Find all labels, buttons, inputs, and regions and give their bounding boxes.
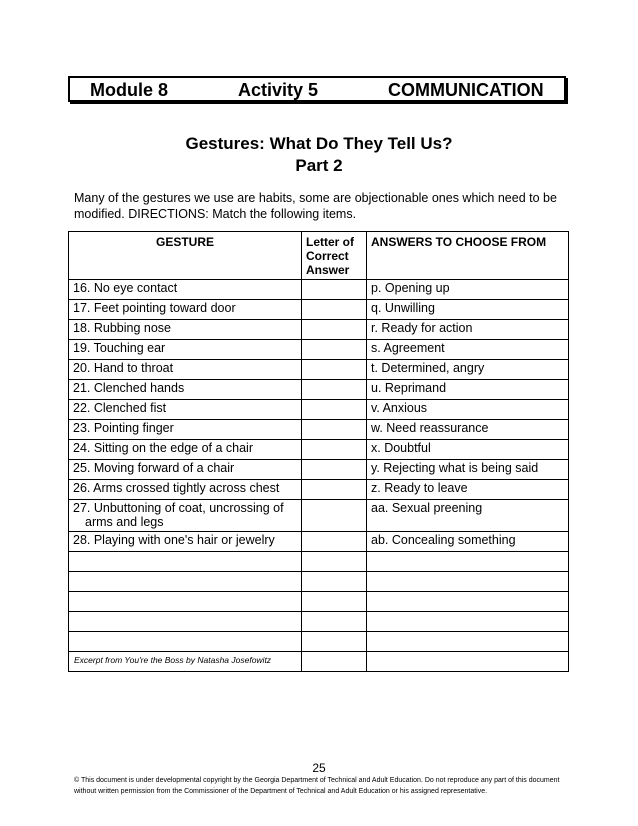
table-row [69,380,569,400]
matching-table [68,231,569,672]
gesture-item: 23. Pointing finger [69,420,302,440]
table-row [69,500,569,532]
answer-choice: w. Need reassurance [367,420,569,440]
table-row [69,532,569,552]
letter-answer-cell[interactable] [302,280,367,300]
letter-answer-cell[interactable] [302,400,367,420]
empty-cell[interactable] [69,572,302,592]
gesture-item: 16. No eye contact [69,280,302,300]
empty-row [69,632,569,652]
letter-answer-cell[interactable] [302,360,367,380]
answer-choice: u. Reprimand [367,380,569,400]
answer-choice: y. Rejecting what is being said [367,460,569,480]
empty-row [69,552,569,572]
topic-label: COMMUNICATION [388,80,544,100]
answer-choice: ab. Concealing something [367,532,569,552]
empty-cell[interactable] [69,632,302,652]
table-row [69,440,569,460]
gesture-item: 22. Clenched fist [69,400,302,420]
empty-cell[interactable] [367,612,569,632]
table-row [69,340,569,360]
gesture-item: 25. Moving forward of a chair [69,460,302,480]
excerpt-credit: Excerpt from You're the Boss by Natasha Josefowitz [74,655,272,665]
empty-cell[interactable] [302,572,367,592]
gesture-item: 17. Feet pointing toward door [69,300,302,320]
table-row [69,300,569,320]
empty-cell[interactable] [367,572,569,592]
table-row [69,360,569,380]
gesture-item: 19. Touching ear [69,340,302,360]
gesture-item: 28. Playing with one's hair or jewelry [69,532,302,552]
letter-answer-cell[interactable] [302,380,367,400]
letter-answer-cell[interactable] [302,420,367,440]
page-subtitle: Part 2 [295,156,343,175]
page-number: 25 [312,761,326,775]
empty-row [69,612,569,632]
letter-answer-cell[interactable] [302,340,367,360]
answer-choice: s. Agreement [367,340,569,360]
gesture-column-header: GESTURE [69,232,302,280]
empty-row [69,572,569,592]
table-row [69,280,569,300]
module-header-box [68,76,566,102]
letter-header-line1: Letter of [306,235,354,249]
gesture-item: 26. Arms crossed tightly across chest [69,480,302,500]
gesture-item: 18. Rubbing nose [69,320,302,340]
letter-column-header [302,232,367,280]
answer-choice: aa. Sexual preening [367,500,569,532]
table-row [69,400,569,420]
intro-paragraph: Many of the gestures we use are habits, some are objectionable ones which need to be modified. DIRECTIONS: Match the following items. [74,191,557,221]
table-row [69,320,569,340]
activity-label: Activity 5 [238,80,319,100]
copyright-notice: © This document is under developmental copyright by the Georgia Department of Technical and Adult Education. Do not reproduce any part of this document without written permission from the Commissioner of the Department of Technical and Adult Education or his assigned representative. [74,777,560,795]
empty-cell[interactable] [367,592,569,612]
gesture-item: 24. Sitting on the edge of a chair [69,440,302,460]
module-label: Module 8 [90,80,169,100]
empty-row [69,592,569,612]
empty-cell[interactable] [302,652,367,672]
page-title: Gestures: What Do They Tell Us? [185,134,453,153]
empty-cell[interactable] [302,592,367,612]
empty-cell[interactable] [367,632,569,652]
letter-answer-cell[interactable] [302,480,367,500]
table-row [69,480,569,500]
empty-cell[interactable] [69,592,302,612]
gesture-item: 20. Hand to throat [69,360,302,380]
letter-answer-cell[interactable] [302,532,367,552]
empty-cell[interactable] [302,552,367,572]
letter-answer-cell[interactable] [302,320,367,340]
letter-answer-cell[interactable] [302,300,367,320]
letter-answer-cell[interactable] [302,460,367,480]
gesture-item [69,500,302,532]
answer-choice: r. Ready for action [367,320,569,340]
answers-column-header: ANSWERS TO CHOOSE FROM [367,232,569,280]
answer-choice: x. Doubtful [367,440,569,460]
empty-cell[interactable] [367,652,569,672]
empty-cell[interactable] [302,612,367,632]
letter-answer-cell[interactable] [302,440,367,460]
empty-cell[interactable] [69,552,302,572]
answer-choice: p. Opening up [367,280,569,300]
empty-cell[interactable] [69,612,302,632]
table-header-row [69,232,569,280]
table-row [69,460,569,480]
letter-header-line3: Answer [306,263,350,277]
answer-choice: z. Ready to leave [367,480,569,500]
letter-answer-cell[interactable] [302,500,367,532]
answer-choice: v. Anxious [367,400,569,420]
answer-choice: q. Unwilling [367,300,569,320]
empty-cell[interactable] [367,552,569,572]
answer-choice: t. Determined, angry [367,360,569,380]
table-row [69,420,569,440]
letter-header-line2: Correct [306,249,349,263]
gesture-item: 21. Clenched hands [69,380,302,400]
gesture-item-line1: 27. Unbuttoning of coat, uncrossing of [73,501,284,515]
gesture-item-line2: arms and legs [85,515,164,529]
empty-cell[interactable] [302,632,367,652]
